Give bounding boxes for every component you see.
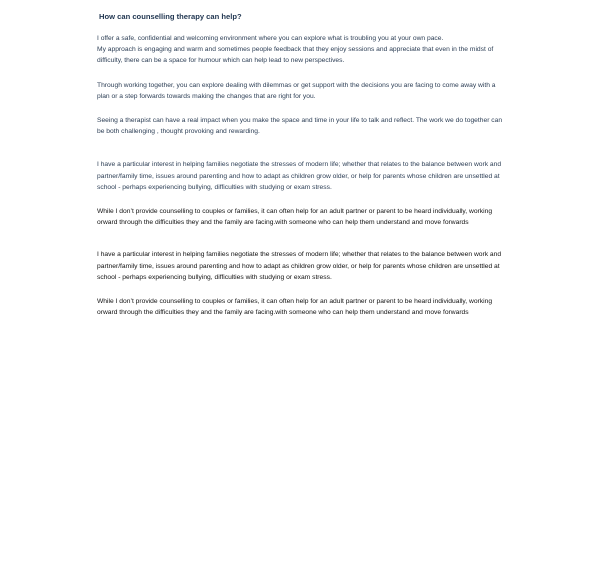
paragraph-families-interest: I have a particular interest in helping families negotiate the stresses of modern life; whether that relates to the balance between work and partner/family time, issues around parenting and how to adapt as children grow older, or help for parents whose children are unsettled at school - perhaps experiencing bullying, difficulties with studying or exam stress. [97, 161, 502, 191]
paragraph-working-together: Through working together, you can explore dealing with dilemmas or get support with the decisions you are facing to come away with a plan or a step forwards towards making the changes that are right for you. [97, 81, 496, 100]
paragraph-approach: My approach is engaging and warm and sometimes people feedback that they enjoy sessions and appreciate that even in the midst of difficulty, there can be a space for humour which can help lead to new perspectives. [97, 46, 494, 65]
paragraph-individual-counselling-repeat: While I don’t provide counselling to couples or families, it can often help for an adult partner or parent to be heard individually, working orward through the difficulties they and the family are facing.with someone who can help them understand and move forwards [97, 298, 493, 317]
paragraph-families-interest-repeat: I have a particular interest in helping families negotiate the stresses of modern life; whether that relates to the balance between work and partner/family time, issues around parenting and how to adapt as children grow older, or help for parents whose children are unsettled at school - perhaps experiencing bullying, difficulties with studying or exam stress. [97, 251, 502, 281]
paragraph-intro-safe-space: I offer a safe, confidential and welcoming environment where you can explore what is troubling you at your own pace. [97, 35, 444, 42]
paragraph-individual-counselling: While I don’t provide counselling to couples or families, it can often help for an adult partner or parent to be heard individually, working orward through the difficulties they and the family are facing.with someone who can help them understand and move forwards [97, 208, 493, 227]
page-title: How can counselling therapy can help? [99, 12, 242, 21]
article [97, 11, 509, 318]
paragraph-seeing-therapist: Seeing a therapist can have a real impact when you make the space and time in your life to talk and reflect. The work we do together can be both challenging , thought provoking and rewarding. [97, 117, 503, 136]
